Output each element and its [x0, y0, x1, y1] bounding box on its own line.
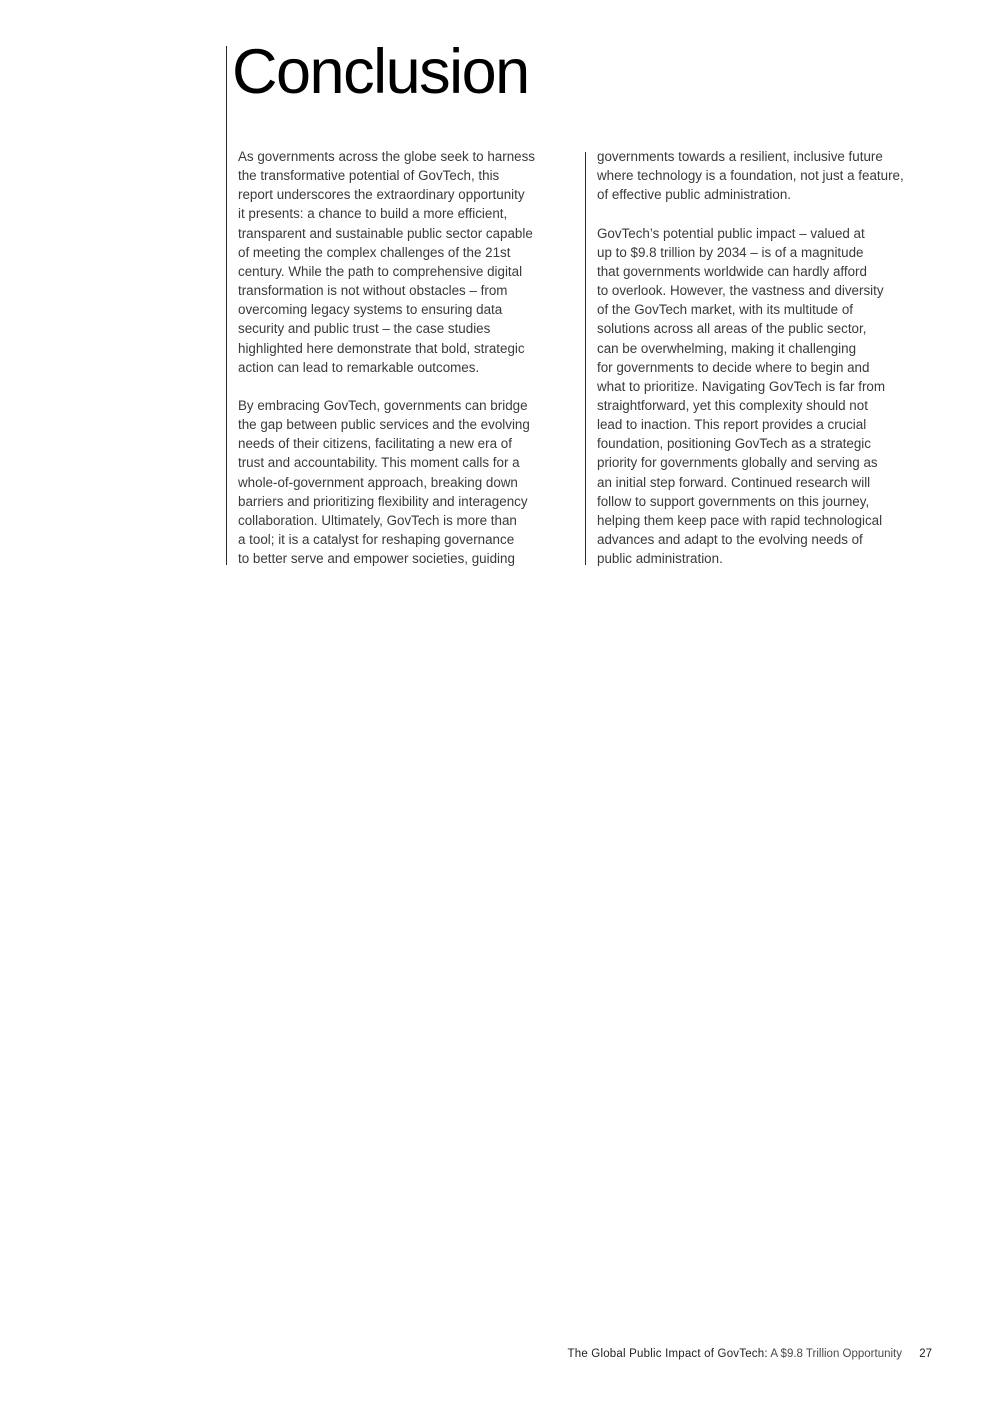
- text-line: security and public trust – the case studies: [238, 321, 491, 337]
- right-column: [597, 147, 942, 568]
- paragraph-gap: [238, 377, 570, 396]
- title-vertical-rule: [226, 46, 227, 565]
- text-line: By embracing GovTech, governments can bridge: [238, 398, 528, 414]
- text-line: the gap between public services and the evolving: [238, 417, 530, 433]
- text-line: As governments across the globe seek to harness: [238, 149, 535, 164]
- footer-report-subtitle: A $9.8 Trillion Opportunity: [770, 1348, 902, 1360]
- text-line: can be overwhelming, making it challenging: [597, 340, 857, 356]
- text-line: an initial step forward. Continued research will: [597, 474, 871, 490]
- text-line: barriers and prioritizing flexibility and interagency: [238, 493, 528, 509]
- text-line: what to prioritize. Navigating GovTech is far from: [597, 378, 886, 394]
- text-line: to better serve and empower societies, guiding: [238, 551, 515, 567]
- text-line: solutions across all areas of the public sector,: [597, 321, 867, 337]
- text-line: transformation is not without obstacles – from: [238, 283, 508, 299]
- page-title: Conclusion: [232, 37, 529, 107]
- text-line: to overlook. However, the vastness and diversity: [597, 283, 884, 299]
- text-line: overcoming legacy systems to ensuring data: [238, 302, 503, 318]
- page-footer: [568, 1346, 933, 1362]
- text-line: governments towards a resilient, inclusive future: [597, 149, 883, 164]
- text-line: helping them keep pace with rapid technological: [597, 512, 883, 528]
- left-column: [238, 147, 570, 568]
- text-line: priority for governments globally and serving as: [597, 455, 878, 471]
- text-line: it presents: a chance to build a more efficient,: [238, 206, 508, 222]
- paragraph: [597, 224, 942, 569]
- text-line: collaboration. Ultimately, GovTech is more than: [238, 512, 517, 528]
- paragraph: [238, 147, 570, 377]
- text-line: action can lead to remarkable outcomes.: [238, 359, 480, 375]
- text-line: foundation, positioning GovTech as a strategic: [597, 436, 871, 452]
- text-line: follow to support governments on this journey,: [597, 493, 870, 509]
- text-line: of meeting the complex challenges of the 21st: [238, 244, 511, 260]
- text-line: a tool; it is a catalyst for reshaping governance: [238, 532, 515, 548]
- text-line: where technology is a foundation, not just a feature,: [597, 168, 904, 184]
- footer-report-title: The Global Public Impact of GovTech:: [567, 1348, 768, 1360]
- text-line: century. While the path to comprehensive digital: [238, 263, 523, 279]
- text-line: transparent and sustainable public sector capable: [238, 225, 533, 241]
- text-line: the transformative potential of GovTech, this: [238, 168, 500, 184]
- text-line: lead to inaction. This report provides a crucial: [597, 417, 867, 433]
- text-line: advances and adapt to the evolving needs of: [597, 532, 863, 548]
- text-line: whole-of-government approach, breaking down: [238, 474, 518, 490]
- page-number: 27: [919, 1348, 932, 1360]
- text-line: of the GovTech market, with its multitude of: [597, 302, 854, 318]
- text-line: of effective public administration.: [597, 187, 792, 203]
- text-line: for governments to decide where to begin and: [597, 359, 870, 375]
- column-divider-rule: [585, 152, 586, 565]
- paragraph: [597, 147, 942, 204]
- text-line: GovTech’s potential public impact – valued at: [597, 225, 865, 241]
- paragraph-gap: [597, 204, 942, 223]
- text-line: public administration.: [597, 551, 723, 567]
- text-line: that governments worldwide can hardly afford: [597, 263, 867, 279]
- text-line: report underscores the extraordinary opportunity: [238, 187, 525, 203]
- text-line: trust and accountability. This moment calls for a: [238, 455, 520, 471]
- text-line: needs of their citizens, facilitating a new era of: [238, 436, 512, 452]
- text-line: straightforward, yet this complexity should not: [597, 398, 868, 414]
- text-line: up to $9.8 trillion by 2034 – is of a magnitude: [597, 244, 864, 260]
- paragraph: [238, 396, 570, 568]
- text-line: highlighted here demonstrate that bold, strategic: [238, 340, 525, 356]
